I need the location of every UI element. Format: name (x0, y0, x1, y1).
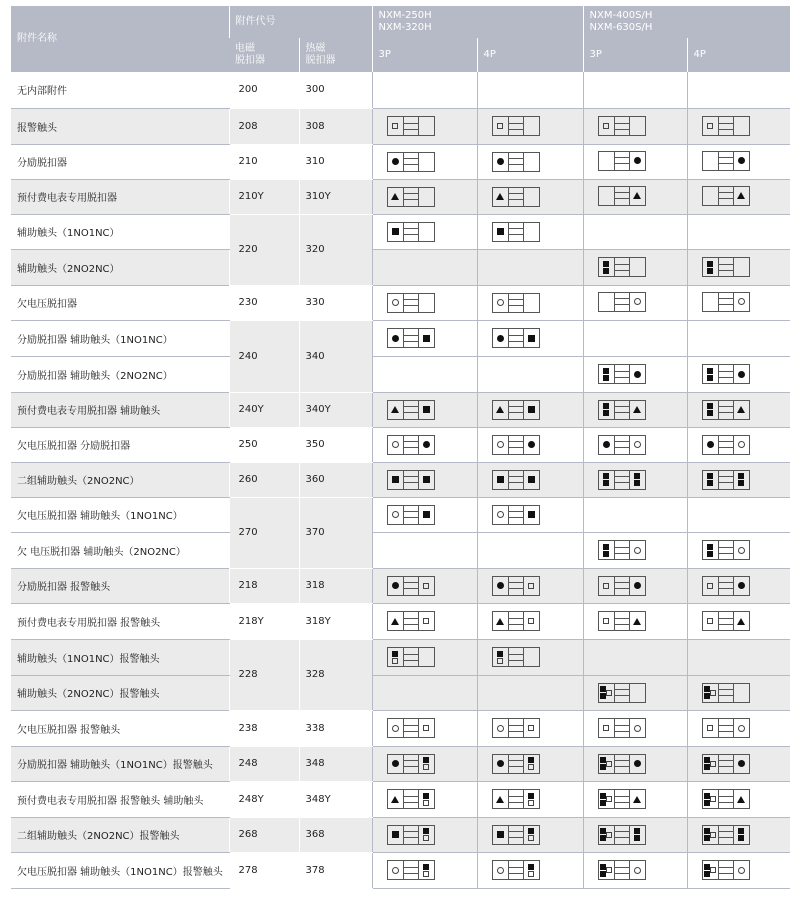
wiring-diagram (372, 179, 477, 214)
empty-cell (583, 497, 687, 532)
accessory-name: 欠电压脱扣器 辅助触头（1NO1NC） (11, 497, 229, 532)
wiring-diagram (477, 285, 583, 320)
wiring-diagram (477, 568, 583, 603)
empty-cell (583, 320, 687, 356)
accessory-name: 欠电压脱扣器 (11, 285, 229, 320)
electromagnetic-code: 238 (229, 710, 299, 746)
wiring-diagram-box (387, 293, 435, 313)
header-thermomagnetic: 热磁 脱扣器 (299, 38, 372, 72)
wiring-diagram (583, 781, 687, 817)
table-row (11, 781, 790, 817)
wiring-diagram (477, 392, 583, 427)
wiring-diagram-box (598, 754, 646, 774)
thermomagnetic-code: 340Y (299, 392, 372, 427)
wiring-diagram-box (492, 576, 540, 596)
wiring-diagram-box (598, 611, 646, 631)
wiring-diagram (583, 710, 687, 746)
thermomagnetic-code: 368 (299, 817, 372, 852)
accessory-name: 辅助触头（1NO1NC） (11, 214, 229, 249)
wiring-diagram-box (702, 718, 750, 738)
header-accessory-code: 附件代号 (229, 6, 372, 38)
wiring-diagram-box (387, 718, 435, 738)
wiring-diagram (583, 817, 687, 852)
wiring-diagram-box (492, 860, 540, 880)
wiring-diagram-box (598, 540, 646, 560)
empty-cell (372, 532, 477, 568)
wiring-diagram-box (598, 683, 646, 703)
electromagnetic-code: 208 (229, 108, 299, 144)
wiring-diagram-box (598, 576, 646, 596)
thermomagnetic-code: 338 (299, 710, 372, 746)
wiring-diagram (372, 108, 477, 144)
wiring-diagram (687, 532, 790, 568)
wiring-diagram-box (702, 435, 750, 455)
wiring-diagram (687, 603, 790, 639)
wiring-diagram (372, 568, 477, 603)
wiring-diagram (372, 497, 477, 532)
electromagnetic-code: 230 (229, 285, 299, 320)
wiring-diagram (477, 427, 583, 462)
electromagnetic-code: 278 (229, 852, 299, 888)
wiring-diagram (372, 320, 477, 356)
wiring-diagram-box (598, 257, 646, 277)
wiring-diagram-box (702, 257, 750, 277)
header-group-400: NXM-400S/H NXM-630S/H (583, 6, 790, 38)
accessory-name: 预付费电表专用脱扣器 (11, 179, 229, 214)
wiring-diagram-box (598, 186, 646, 206)
wiring-diagram (477, 817, 583, 852)
wiring-diagram-box (492, 611, 540, 631)
thermomagnetic-code: 308 (299, 108, 372, 144)
thermomagnetic-code: 310Y (299, 179, 372, 214)
wiring-diagram-box (598, 860, 646, 880)
header-3p: 3P (372, 38, 477, 72)
wiring-diagram (372, 746, 477, 781)
wiring-diagram (687, 817, 790, 852)
wiring-diagram (583, 356, 687, 392)
thermomagnetic-code: 370 (299, 497, 372, 568)
electromagnetic-code: 268 (229, 817, 299, 852)
wiring-diagram-box (702, 789, 750, 809)
wiring-diagram (687, 852, 790, 888)
wiring-diagram-box (492, 754, 540, 774)
empty-cell (477, 675, 583, 710)
thermomagnetic-code: 340 (299, 320, 372, 392)
electromagnetic-code: 260 (229, 462, 299, 497)
wiring-diagram (583, 462, 687, 497)
wiring-diagram (687, 249, 790, 285)
wiring-diagram-box (387, 789, 435, 809)
wiring-diagram-box (702, 860, 750, 880)
header-4p: 4P (687, 38, 790, 72)
wiring-diagram-box (492, 718, 540, 738)
thermomagnetic-code: 378 (299, 852, 372, 888)
wiring-diagram (372, 781, 477, 817)
wiring-diagram (372, 144, 477, 179)
wiring-diagram (687, 285, 790, 320)
wiring-diagram (583, 249, 687, 285)
wiring-diagram-box (598, 718, 646, 738)
accessory-name: 分励脱扣器 辅助触头（2NO2NC） (11, 356, 229, 392)
electromagnetic-code: 250 (229, 427, 299, 462)
accessory-name: 分励脱扣器 辅助触头（1NO1NC）报警触头 (11, 746, 229, 781)
wiring-diagram (477, 108, 583, 144)
wiring-diagram (583, 532, 687, 568)
electromagnetic-code: 218Y (229, 603, 299, 639)
wiring-diagram (372, 214, 477, 249)
accessory-name: 预付费电表专用脱扣器 报警触头 辅助触头 (11, 781, 229, 817)
wiring-diagram-box (492, 293, 540, 313)
thermomagnetic-code: 310 (299, 144, 372, 179)
wiring-diagram-box (387, 754, 435, 774)
wiring-diagram (687, 108, 790, 144)
accessory-name: 报警触头 (11, 108, 229, 144)
wiring-diagram-box (702, 186, 750, 206)
wiring-diagram-box (492, 647, 540, 667)
electromagnetic-code: 270 (229, 497, 299, 568)
table-row (11, 852, 790, 888)
empty-cell (372, 249, 477, 285)
electromagnetic-code: 220 (229, 214, 299, 285)
wiring-diagram-box (702, 540, 750, 560)
header-accessory-name: 附件名称 (11, 6, 229, 72)
wiring-diagram (583, 852, 687, 888)
wiring-diagram (477, 320, 583, 356)
wiring-diagram-box (702, 683, 750, 703)
wiring-diagram-box (702, 151, 750, 171)
empty-cell (477, 72, 583, 108)
accessory-name: 二组辅助触头（2NO2NC） (11, 462, 229, 497)
electromagnetic-code: 228 (229, 639, 299, 710)
wiring-diagram-box (387, 187, 435, 207)
wiring-diagram-box (492, 400, 540, 420)
table-row (11, 72, 790, 108)
accessory-name: 分励脱扣器 (11, 144, 229, 179)
header-4p: 4P (477, 38, 583, 72)
wiring-diagram-box (492, 328, 540, 348)
accessory-name: 欠电压脱扣器 报警触头 (11, 710, 229, 746)
wiring-diagram-box (598, 435, 646, 455)
accessory-name: 辅助触头（2NO2NC） (11, 249, 229, 285)
wiring-diagram-box (387, 505, 435, 525)
table-row (11, 356, 790, 392)
table-row (11, 675, 790, 710)
table-row (11, 214, 790, 249)
empty-cell (687, 72, 790, 108)
wiring-diagram-box (387, 328, 435, 348)
table-row (11, 392, 790, 427)
wiring-diagram-box (387, 647, 435, 667)
wiring-diagram-box (387, 116, 435, 136)
header-3p: 3P (583, 38, 687, 72)
wiring-diagram-box (702, 825, 750, 845)
table-row (11, 144, 790, 179)
wiring-diagram-box (387, 222, 435, 242)
accessory-name: 二组辅助触头（2NO2NC）报警触头 (11, 817, 229, 852)
wiring-diagram (477, 781, 583, 817)
wiring-diagram (372, 603, 477, 639)
wiring-diagram-box (387, 576, 435, 596)
electromagnetic-code: 240Y (229, 392, 299, 427)
wiring-diagram (477, 179, 583, 214)
table-row (11, 462, 790, 497)
empty-cell (583, 214, 687, 249)
empty-cell (372, 72, 477, 108)
table-row (11, 746, 790, 781)
wiring-diagram-box (492, 152, 540, 172)
thermomagnetic-code: 350 (299, 427, 372, 462)
wiring-diagram (477, 497, 583, 532)
wiring-diagram-box (702, 611, 750, 631)
empty-cell (687, 639, 790, 675)
empty-cell (477, 532, 583, 568)
wiring-diagram-box (702, 400, 750, 420)
wiring-diagram-box (387, 400, 435, 420)
wiring-diagram-box (492, 222, 540, 242)
wiring-diagram-box (387, 825, 435, 845)
wiring-diagram-box (598, 116, 646, 136)
table-row (11, 108, 790, 144)
wiring-diagram (583, 675, 687, 710)
wiring-diagram (583, 285, 687, 320)
wiring-diagram-box (598, 470, 646, 490)
empty-cell (372, 356, 477, 392)
wiring-diagram (687, 427, 790, 462)
wiring-diagram (477, 639, 583, 675)
empty-cell (477, 249, 583, 285)
wiring-diagram-box (492, 116, 540, 136)
wiring-diagram-box (702, 470, 750, 490)
table-row (11, 817, 790, 852)
wiring-diagram (583, 144, 687, 179)
wiring-diagram-box (387, 611, 435, 631)
table-row (11, 497, 790, 532)
wiring-diagram-box (492, 505, 540, 525)
accessory-name: 无内部附件 (11, 72, 229, 108)
electromagnetic-code: 248 (229, 746, 299, 781)
wiring-diagram (372, 639, 477, 675)
accessory-name: 辅助触头（2NO2NC）报警触头 (11, 675, 229, 710)
accessory-name: 预付费电表专用脱扣器 报警触头 (11, 603, 229, 639)
wiring-diagram-box (702, 576, 750, 596)
wiring-diagram-box (598, 151, 646, 171)
empty-cell (687, 214, 790, 249)
table-row (11, 179, 790, 214)
table-row (11, 603, 790, 639)
table-row (11, 320, 790, 356)
wiring-diagram-box (387, 152, 435, 172)
wiring-diagram (583, 108, 687, 144)
wiring-diagram (477, 746, 583, 781)
wiring-diagram-box (598, 789, 646, 809)
table-row (11, 285, 790, 320)
accessory-name: 预付费电表专用脱扣器 辅助触头 (11, 392, 229, 427)
electromagnetic-code: 248Y (229, 781, 299, 817)
wiring-diagram (687, 781, 790, 817)
wiring-diagram (372, 710, 477, 746)
wiring-diagram-box (598, 825, 646, 845)
thermomagnetic-code: 360 (299, 462, 372, 497)
wiring-diagram (583, 568, 687, 603)
wiring-diagram (583, 392, 687, 427)
thermomagnetic-code: 330 (299, 285, 372, 320)
accessory-name: 分励脱扣器 辅助触头（1NO1NC） (11, 320, 229, 356)
thermomagnetic-code: 318Y (299, 603, 372, 639)
wiring-diagram-box (492, 825, 540, 845)
empty-cell (687, 320, 790, 356)
wiring-diagram-box (492, 470, 540, 490)
wiring-diagram-box (492, 187, 540, 207)
wiring-diagram (477, 852, 583, 888)
wiring-diagram (583, 746, 687, 781)
wiring-diagram (477, 144, 583, 179)
wiring-diagram-box (492, 435, 540, 455)
accessory-name: 辅助触头（1NO1NC）报警触头 (11, 639, 229, 675)
wiring-diagram (687, 392, 790, 427)
wiring-diagram (372, 462, 477, 497)
electromagnetic-code: 210Y (229, 179, 299, 214)
wiring-diagram (687, 179, 790, 214)
thermomagnetic-code: 318 (299, 568, 372, 603)
wiring-diagram (372, 852, 477, 888)
wiring-diagram (687, 675, 790, 710)
electromagnetic-code: 200 (229, 72, 299, 108)
wiring-diagram (477, 603, 583, 639)
wiring-diagram (583, 603, 687, 639)
accessory-name: 分励脱扣器 报警触头 (11, 568, 229, 603)
wiring-diagram (687, 710, 790, 746)
table-row (11, 532, 790, 568)
electromagnetic-code: 210 (229, 144, 299, 179)
wiring-diagram (687, 568, 790, 603)
table-row (11, 249, 790, 285)
empty-cell (583, 72, 687, 108)
wiring-diagram-box (598, 400, 646, 420)
wiring-diagram (477, 462, 583, 497)
wiring-diagram (583, 179, 687, 214)
table-row (11, 568, 790, 603)
thermomagnetic-code: 348Y (299, 781, 372, 817)
wiring-diagram (583, 427, 687, 462)
wiring-diagram-box (387, 860, 435, 880)
wiring-diagram-box (387, 435, 435, 455)
accessory-name: 欠电压脱扣器 分励脱扣器 (11, 427, 229, 462)
wiring-diagram (687, 144, 790, 179)
thermomagnetic-code: 348 (299, 746, 372, 781)
wiring-diagram (477, 710, 583, 746)
wiring-diagram (372, 817, 477, 852)
wiring-diagram-box (702, 116, 750, 136)
empty-cell (583, 639, 687, 675)
thermomagnetic-code: 328 (299, 639, 372, 710)
header-group-250: NXM-250H NXM-320H (372, 6, 583, 38)
table-row (11, 427, 790, 462)
table-row (11, 639, 790, 675)
empty-cell (687, 497, 790, 532)
wiring-diagram (687, 746, 790, 781)
wiring-diagram (372, 392, 477, 427)
thermomagnetic-code: 300 (299, 72, 372, 108)
wiring-diagram (687, 356, 790, 392)
wiring-diagram-box (598, 364, 646, 384)
wiring-diagram-box (702, 754, 750, 774)
wiring-diagram-box (702, 292, 750, 312)
accessory-table (11, 6, 790, 889)
electromagnetic-code: 240 (229, 320, 299, 392)
wiring-diagram-box (702, 364, 750, 384)
accessory-name: 欠电压脱扣器 辅助触头（1NO1NC）报警触头 (11, 852, 229, 888)
wiring-diagram (477, 214, 583, 249)
wiring-diagram (372, 285, 477, 320)
empty-cell (372, 675, 477, 710)
header-electromagnetic: 电磁 脱扣器 (229, 38, 299, 72)
accessory-name: 欠 电压脱扣器 辅助触头（2NO2NC） (11, 532, 229, 568)
empty-cell (477, 356, 583, 392)
table-row (11, 710, 790, 746)
thermomagnetic-code: 320 (299, 214, 372, 285)
wiring-diagram-box (492, 789, 540, 809)
wiring-diagram-box (387, 470, 435, 490)
electromagnetic-code: 218 (229, 568, 299, 603)
wiring-diagram (372, 427, 477, 462)
wiring-diagram-box (598, 292, 646, 312)
wiring-diagram (687, 462, 790, 497)
